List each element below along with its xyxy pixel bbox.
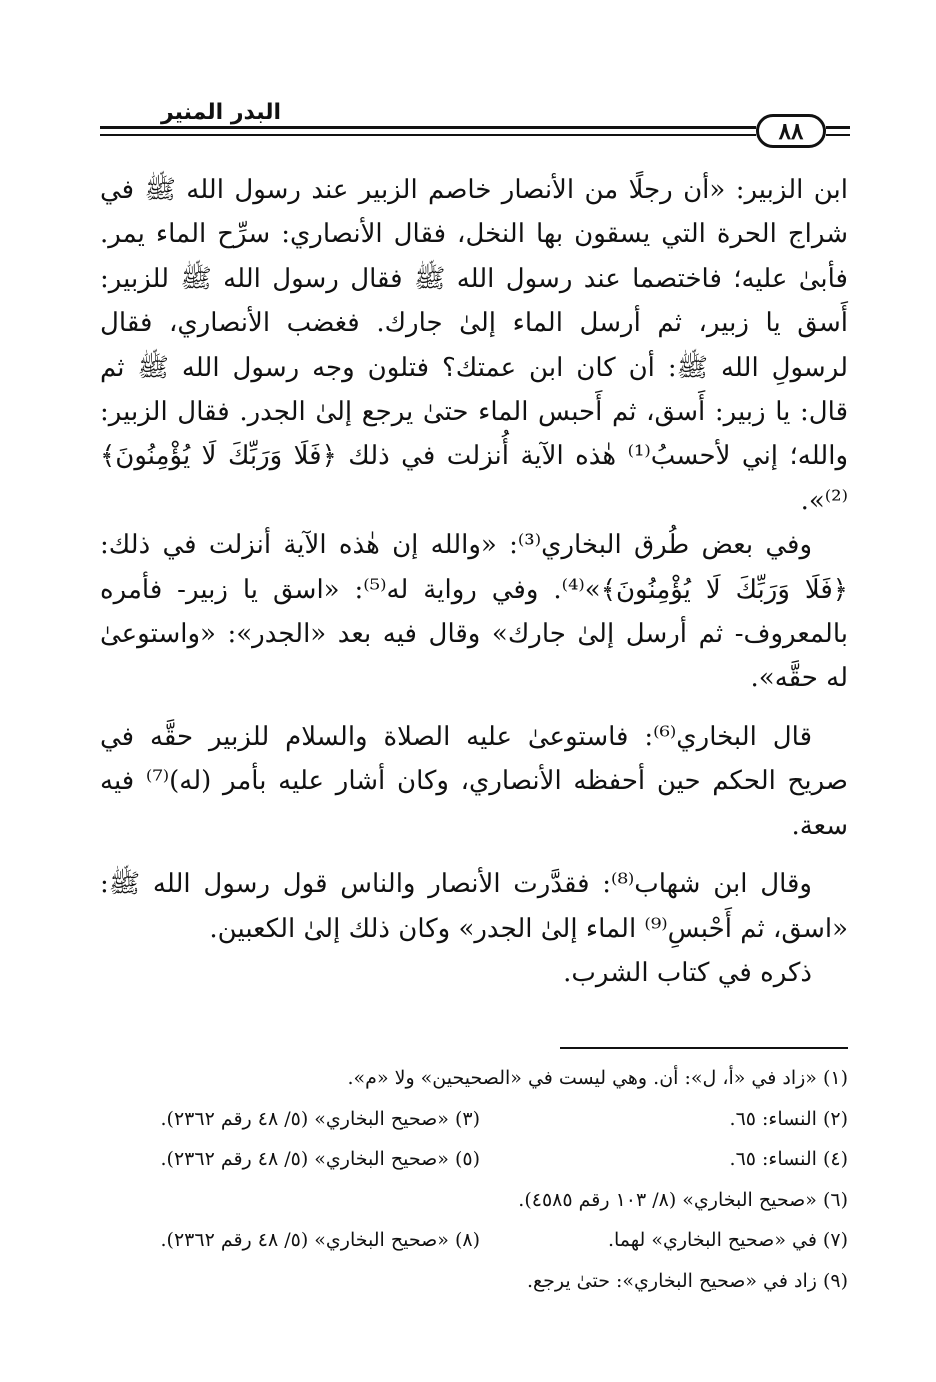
footnote-3: (٣) «صحيح البخاري» (٥/ ٤٨ رقم ٢٣٦٢). bbox=[160, 1107, 480, 1130]
header-rule-short-top bbox=[826, 126, 850, 129]
footnote-4: (٤) النساء: ٦٥. bbox=[729, 1148, 848, 1170]
footnote-row-4-5 bbox=[100, 1139, 848, 1180]
footnote-8: (٨) «صحيح البخاري» (٥/ ٤٨ رقم ٢٣٦٢). bbox=[160, 1229, 480, 1251]
footnote-6: (٦) «صحيح البخاري» (٨/ ١٠٣ رقم ٤٥٨٥). bbox=[518, 1188, 848, 1211]
header-rule-short-bottom bbox=[826, 134, 850, 136]
header-rule-long-bottom bbox=[100, 134, 756, 136]
paragraph-3: قال البخاري⁽⁶⁾: فاستوعىٰ عليه الصلاة والسلام للزبير حقَّه في صريح الحكم حين أحفظه الأنصاري، وكان أشار عليه بأمر (له)⁽⁷⁾ فيه سعة. bbox=[100, 721, 849, 841]
header-rule-long-top bbox=[100, 126, 756, 129]
page-number-badge bbox=[756, 114, 826, 148]
footnote-7: (٧) في «صحيح البخاري» لهما. bbox=[607, 1229, 848, 1251]
running-head-title: البدر المنير bbox=[160, 100, 281, 125]
paragraph-5: ذكره في كتاب الشرب. bbox=[563, 957, 812, 988]
footnote-row-2-3 bbox=[100, 1099, 848, 1140]
paragraph-2: وفي بعض طُرق البخاري⁽³⁾: «والله إن هٰذه الآية أنزلت في ذلك: ﴿فَلَا وَرَبِّكَ لَا يُؤْمِنُونَ﴾»⁽⁴⁾. وفي رواية له⁽⁵⁾: «اسق يا زبير- فأمره بالمعروف- ثم أرسل إلىٰ جارك» وقال فيه بعد «الجدر»: «واستوعىٰ له حقَّه». bbox=[100, 530, 848, 694]
footnote-9: (٩) زاد في «صحيح البخاري»: حتىٰ يرجع. bbox=[526, 1269, 848, 1292]
paragraph-4: وقال ابن شهاب⁽⁸⁾: فقدَّرت الأنصار والناس قول رسول الله ﷺ: «اسق، ثم أَحْبسِ⁽⁹⁾ الماء إلىٰ الجدر» وكان ذلك إلىٰ الكعبين. bbox=[100, 869, 848, 944]
footnotes bbox=[100, 1058, 848, 1301]
footnote-separator bbox=[560, 1047, 848, 1049]
footnote-1: (١) «زاد في «أ، ل»: أن. وهي ليست في «الصحيحين» ولا «م». bbox=[347, 1067, 848, 1089]
body-text bbox=[100, 168, 848, 995]
footnote-row-7-8 bbox=[100, 1220, 848, 1261]
page-number: ٨٨ bbox=[778, 118, 804, 145]
paragraph-1: ابن الزبير: «أن رجلًا من الأنصار خاصم الزبير عند رسول الله ﷺ في شراج الحرة التي يسقون بها النخل، فقال الأنصاري: سرِّح الماء يمر. فأبىٰ عليه؛ فاختصما عند رسول الله ﷺ فقال رسول الله ﷺ للزبير: أَسق يا زبير، ثم أرسل الماء إلىٰ جارك. فغضب الأنصاري، فقال لرسولِ الله ﷺ: أن كان ابن عمتك؟ فتلون وجه رسول الله ﷺ ثم قال: يا زبير: أَسق، ثم أَحبس الماء حتىٰ يرجع إلىٰ الجدر. فقال الزبير: والله؛ إني لأحسبُ⁽¹⁾ هٰذه الآية أُنزلت في ذلك ﴿فَلَا وَرَبِّكَ لَا يُؤْمِنُونَ﴾⁽²⁾». bbox=[100, 175, 848, 516]
footnote-5: (٥) «صحيح البخاري» (٥/ ٤٨ رقم ٢٣٦٢). bbox=[160, 1148, 480, 1170]
footnote-2: (٢) النساء: ٦٥. bbox=[729, 1107, 848, 1130]
